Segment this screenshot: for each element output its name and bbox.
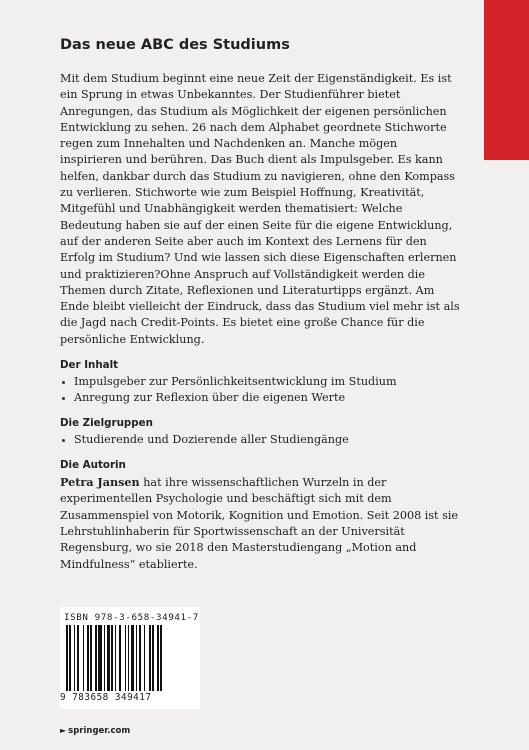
inhalt-list [60, 374, 460, 406]
list-item: Impulsgeber zur Persönlichkeitsentwicklung im Studium [60, 374, 460, 390]
red-accent-tab [484, 0, 529, 160]
list-item: Studierende und Dozierende aller Studiengänge [60, 432, 460, 448]
arrow-right-icon: ► [60, 726, 67, 735]
section-heading-inhalt: Der Inhalt [60, 359, 119, 372]
author-bio-text: hat ihre wissenschaftlichen Wurzeln in der experimentellen Psychologie und beschäftigt sich mit dem Zusammenspiel von Motorik, Kognition und Emotion. Seit 2008 ist sie Lehrstuhlinhaberin für Sportwissenschaft an der Universität Regensburg, wo sie 2018 den Masterstudiengang „Motion and Mindfulness“ etablierte. [60, 476, 459, 571]
zielgruppen-list [60, 432, 460, 448]
isbn-text: ISBN 978-3-658-34941-7 [64, 612, 199, 623]
barcode-icon [66, 625, 194, 691]
barcode-box [60, 607, 200, 709]
back-cover-content [60, 30, 460, 573]
section-heading-zielgruppen: Die Zielgruppen [60, 417, 153, 430]
barcode-digits: 9 783658 349417 [60, 692, 152, 703]
book-title: Das neue ABC des Studiums [60, 37, 290, 53]
list-item: Anregung zur Reflexion über die eigenen Werte [60, 390, 460, 406]
author-name: Petra Jansen [60, 475, 140, 490]
author-bio [60, 474, 460, 573]
publisher-url-text: springer.com [68, 726, 131, 736]
section-heading-autorin: Die Autorin [60, 459, 126, 472]
intro-text: Mit dem Studium beginnt eine neue Zeit der Eigenständigkeit. Es ist ein Sprung in etwas Unbekanntes. Der Studienführer bietet Anregungen, das Studium als Möglichkeit der eigenen persönlichen Entwicklung zu sehen. 26 nach dem Alphabet geordnete Stichworte regen zum Innehalten und Nachdenken an. Manche mögen inspirieren und berühren. Das Buch dient als Impulsgeber. Es kann helfen, dankbar durch das Studium zu navigieren, ohne den Kompass zu verlieren. Stichworte wie zum Beispiel Hoffnung, Kreativität, Mitgefühl und Unabhängigkeit werden thematisiert: Welche Bedeutung haben sie auf der einen Seite für die eigene Entwicklung, auf der anderen Seite aber auch im Kontext des Lernens für den Erfolg im Studium? Und wie lassen sich diese Eigenschaften erlernen und praktizieren?Ohne Anspruch auf Vollständigkeit werden die Themen durch Zitate, Reflexionen und Literaturtipps ergänzt. Am Ende bleibt vielleicht der Eindruck, dass das Studium viel mehr ist als die Jagd nach Credit-Points. Es bietet eine große Chance für die persönliche Entwicklung. [60, 72, 460, 346]
publisher-url[interactable] [60, 726, 130, 736]
